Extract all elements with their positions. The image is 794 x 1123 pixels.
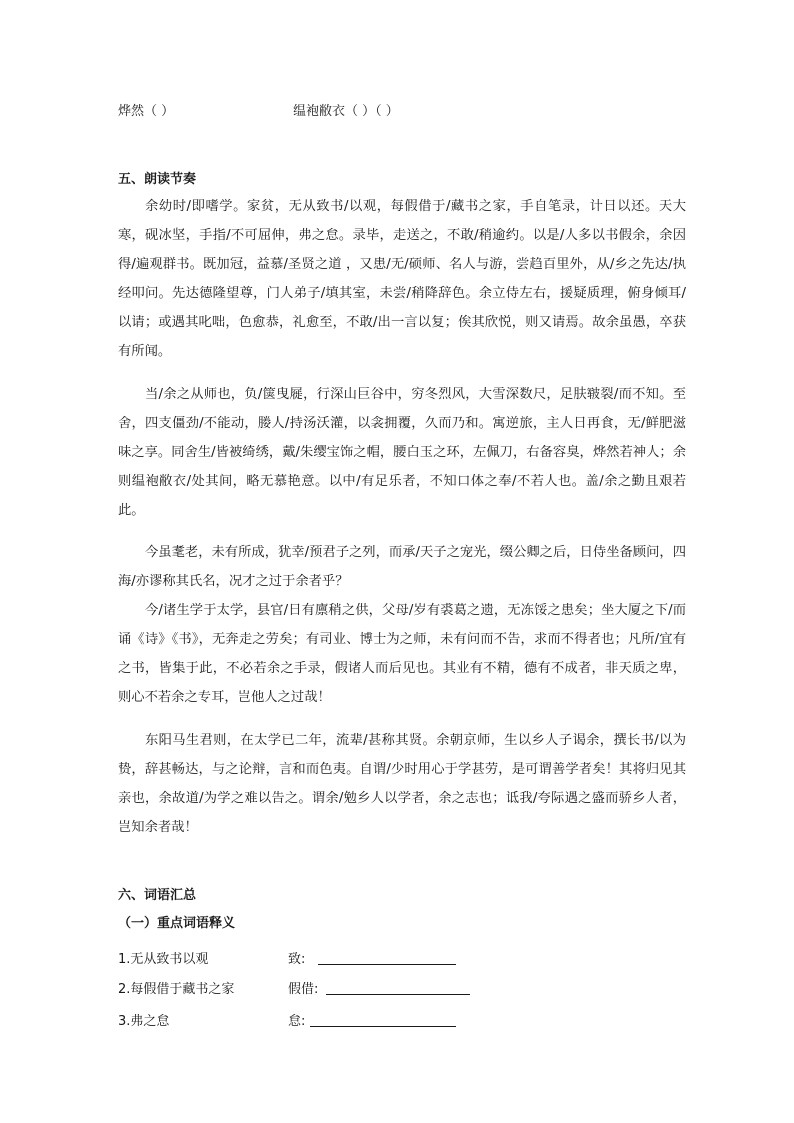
paragraph-3: 今虽耄老，未有所成，犹幸/预君子之列，而承/天子之宠光，缀公卿之后，日侍坐备顾问，四海/亦谬称其氏名，况才之过于余者乎？ [118, 545, 686, 589]
answer-blank[interactable] [318, 964, 456, 965]
answer-blank[interactable] [310, 1026, 456, 1027]
paragraph-5: 东阳马生君则，在太学已二年，流辈/甚称其贤。余朝京师，生以乡人子谒余，撰长书/以为贽，辞甚畅达，与之论辩，言和而色夷。自谓/少时用心于学甚劳，是可谓善学者矣！其将归见其亲也，余故道/为学之难以告之。谓余/勉乡人以学者，余之志也；诋我/夸际遇之盛而骄乡人者，岂知余者哉！ [118, 733, 686, 835]
vocab-row [118, 978, 478, 1000]
vocab-label: 假借: [288, 982, 319, 997]
vocab-label: 怠: [288, 1014, 306, 1029]
paragraph-4: 今/诸生学于太学，县官/日有廪稍之供，父母/岁有裘葛之遗，无冻馁之患矣；坐大厦之下/而诵《诗》《书》，无奔走之劳矣；有司业、博士为之师，未有问而不告，求而不得者也；凡所/宜有之书，皆集于此，不必若余之手录，假诸人而后见也。其业有不精，德有不成者，非天质之卑，则心不若余之专耳，岂他人之过哉！ [118, 603, 686, 705]
vocab-term: 1.无从致书以观 [118, 952, 209, 967]
paragraph-1: 余幼时/即嗜学。家贫，无从致书/以观，每假借于/藏书之家，手自笔录，计日以还。天大寒，砚冰坚，手指/不可屈伸，弗之怠。录毕，走送之，不敢/稍逾约。以是/人多以书假余，余因得/遍观群书。既加冠，益慕/圣贤之道 ，又患/无/硕师、名人与游，尝趋百里外，从/乡之先达/执经叩问。先达德隆望尊，门人弟子/填其室，未尝/稍降辞色。余立侍左右，援疑质理，俯身倾耳/以请；或遇其叱咄，色愈恭，礼愈至，不敢/出一言以复；俟其欣悦，则又请焉。故余虽愚，卒获有所闻。 [118, 199, 686, 359]
section6-heading: 六、词语汇总 [118, 888, 197, 903]
paragraph-2: 当/余之从师也，负/箧曳屣，行深山巨谷中，穷冬烈风，大雪深数尺，足肤皲裂/而不知。至舍，四支僵劲/不能动，媵人/持汤沃灌，以衾拥覆，久而乃和。寓逆旅，主人日再食，无/鲜肥滋味之享。同舍生/皆被绮绣，戴/朱缨宝饰之帽，腰白玉之环，左佩刀，右备容臭，烨然若神人；余则缊袍敝衣/处其间，略无慕艳意。以中/有足乐者，不知口体之奉/不若人也。盖/余之勤且艰若此。 [118, 387, 686, 518]
blank-item-yunpao: 缊袍敝衣（ ）（ ） [293, 104, 399, 119]
vocab-row [118, 1010, 478, 1032]
answer-blank[interactable] [326, 994, 470, 995]
vocab-label: 致: [288, 952, 306, 967]
blank-item-yeran: 烨然（ ） [118, 104, 175, 119]
vocab-term: 2.每假借于藏书之家 [118, 982, 235, 997]
section5-heading: 五、朗读节奏 [118, 172, 197, 187]
vocab-term: 3.弗之怠 [118, 1014, 170, 1029]
section6-subheading: （一）重点词语释义 [118, 916, 236, 931]
vocab-row [118, 948, 478, 970]
